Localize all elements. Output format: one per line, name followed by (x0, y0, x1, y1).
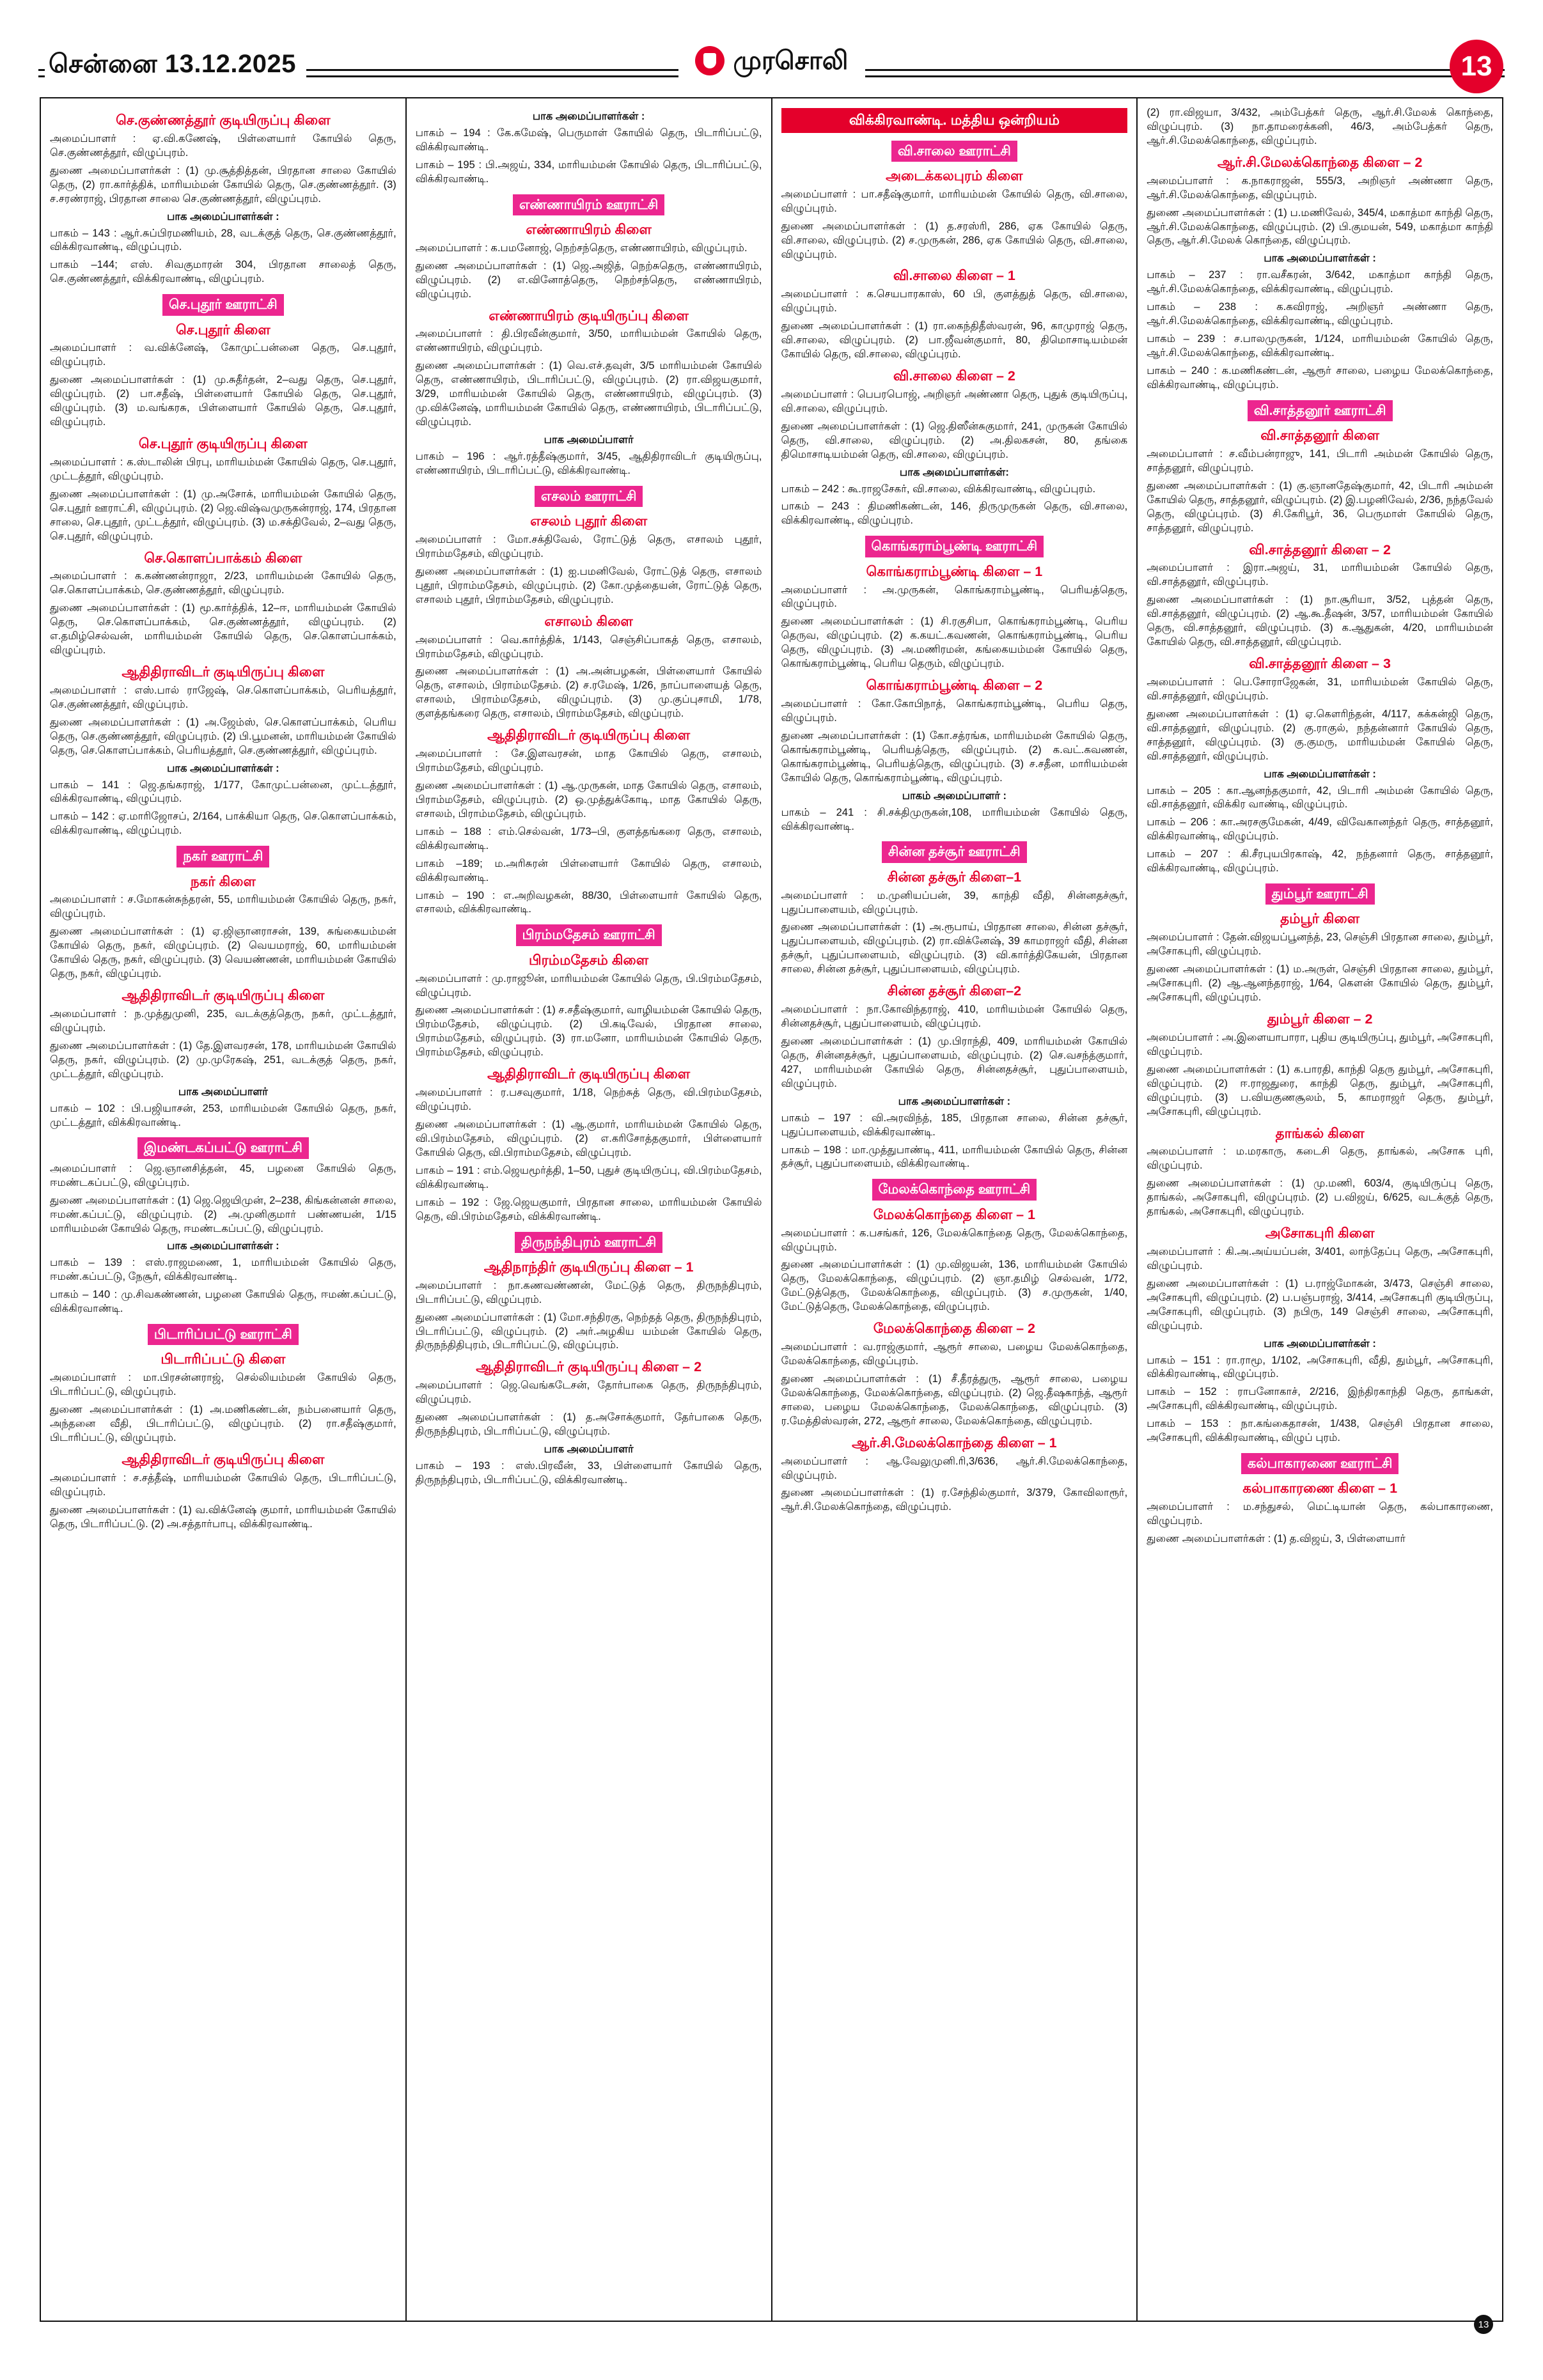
panchayat-heading: பிடாரிப்பட்டு ஊராட்சி (148, 1324, 299, 1345)
branch-heading: பிரம்மதேசம் கிளை (529, 952, 649, 968)
panchayat-heading: திருநந்திபுரம் ஊராட்சி (515, 1232, 662, 1253)
paragraph: துணை அமைப்பாளர்கள் : (1) மு.மணி, 603/4, குடியிருப்பு தெரு, தாங்கல், அசோகபுரி, விழுப்புரம். (2) ப.விஜய், 6/625, வடக்குத் தெரு, தாங்கல், அசோகபுரி, விழுப்புரம். (1147, 1178, 1493, 1218)
paragraph: அமைப்பாளர் : ச.சத்தீஷ், மாரியம்மன் கோயில் தெரு, பிடாரிப்பட்டு, விழுப்புரம். (50, 1472, 396, 1498)
paragraph: அமைப்பாளர் : சே.இளவரசன், மாத கோயில் தெரு, எசாலம், பிராம்மதேசம், விழுப்புரம். (415, 748, 762, 774)
panchayat-heading: வி.சாலை ஊராட்சி (891, 141, 1017, 162)
branch-heading: கொங்கராம்பூண்டி கிளை – 2 (866, 678, 1043, 694)
paragraph: துணை அமைப்பாளர்கள் : (1) அ.ரூபாய், பிரதான சாலை, சின்ன தச்சூர், புதுப்பாளையம், விழுப்புரம். (2) ரா.விக்னேஷ், 39 காமராஜர் வீதி, சின்ன தச்சூர், புதுப்பாளையம், விழுப்புரம். (3) வி.கார்த்திகேயன், பிரதான சாலை, சின்ன தச்சூர், புதுப்பாளையம், விழுப்புரம். (781, 921, 1128, 976)
paragraph: அமைப்பாளர் : பா.சதீஷ்குமார், மாரியம்மன் கோயில் தெரு, வி.சாலை, விழுப்புரம். (781, 188, 1128, 214)
section-subheading: பாக அமைப்பாளர் (544, 434, 634, 446)
branch-heading: எண்ணாயிரம் கிளை (526, 221, 652, 237)
section-subheading: பாகம் அமைப்பாளர் : (902, 789, 1007, 802)
masthead (0, 0, 1543, 96)
branch-heading: செ.புதூர் கிளை (175, 322, 270, 338)
panchayat-heading: பிரம்மதேசம் ஊராட்சி (516, 924, 662, 945)
paragraph: துணை அமைப்பாளர்கள் : (1) ர.சேந்தில்குமார், 3/379, கோவிலாரூர், ஆர்.சி.மேலக்கொந்தை, விழுப்புரம். (781, 1487, 1128, 1513)
paragraph: அமைப்பாளர் : க.செயபாரகாஸ், 60 பி, குளத்துத் தெரு, வி.சாலை, விழுப்புரம். (781, 288, 1128, 315)
branch-heading: ஆர்.சி.மேலக்கொந்தை கிளை – 2 (1217, 154, 1423, 170)
branch-heading: ஆதிதிராவிடர் குடியிருப்பு கிளை (121, 664, 325, 680)
panchayat-heading: சின்ன தச்சூர் ஊராட்சி (882, 841, 1027, 862)
paragraph: துணை அமைப்பாளர்கள் : (1) வெ.எச்.தவுள், 3/5 மாரியம்மன் கோயில் தெரு, எண்ணாயிரம், பிடாரிப்பட்டு, விழுப்புரம். (2) ரா.விஜயகுமார், 3/29, மாரியம்மன் கோயில் தெரு, எண்ணாயிரம், விழுப்புரம். (3) மு.விக்னேஷ், மாரியம்மன் கோயில் தெரு, எண்ணாயிரம், பிடாரிப்பட்டு, விழுப்புரம். (415, 360, 762, 428)
footer-page-number: 13 (1474, 2315, 1493, 2334)
branch-heading: தும்பூர் கிளை – 2 (1267, 1011, 1373, 1027)
paragraph: அமைப்பாளர் : க.ஸ்டாலின் பிரபு, மாரியம்மன் கோயில் தெரு, செ.புதூர், முட்டத்தூர், விழுப்புரம். (50, 456, 396, 482)
paragraph: பாகம் – 190 : எ.அறிவழகன், 88/30, பிள்ளையார் கோயில் தெரு, எசாலம், விக்கிரவாண்டி. (415, 889, 762, 915)
branch-heading: எசாலம் கிளை (544, 613, 633, 629)
column-2 (407, 98, 772, 2321)
paragraph: பாகம் – 196 : ஆர்.ரத்தீஷ்குமார், 3/45, ஆதிதிராவிடர் குடியிருப்பு, எண்ணாயிரம், பிடாரிப்பட்டு, விக்கிரவாண்டி. (415, 450, 762, 476)
paragraph: பாகம் – 239 : ச.பாலமுருகன், 1/124, மாரியம்மன் கோயில் தெரு, ஆர்.சி.மேலக்கொந்தை, விக்கிரவாண்டி. (1147, 333, 1493, 359)
paragraph: துணை அமைப்பாளர்கள் : (1) க.பாரதி, காந்தி தெரு தும்பூர், அசோகபுரி, விழுப்புரம். (2) ஈ.ராஜதுரை, காந்தி தெரு, தும்பூர், அசோகபுரி, விழுப்புரம். (3) ப.வியகுணசூலம், 5, காமராஜர் தெரு, தும்பூர், அசோகபுரி, விழுப்புரம். (1147, 1063, 1493, 1117)
paragraph: அமைப்பாளர் : க.கண்ணன்ராஜா, 2/23, மாரியம்மன் கோயில் தெரு, செ.கொளப்பாக்கம், செ.குண்ணத்தூர், விழுப்புரம். (50, 570, 396, 596)
paragraph: பாகம் – 198 : மா.முத்துபாண்டி, 411, மாரியம்மன் கோயில் தெரு, சின்ன தச்சூர், புதுப்பாளையம், விக்கிரவாண்டி. (781, 1144, 1128, 1170)
paragraph: பாகம் – 243 : திமணிகண்டன், 146, திருமுருகன் தெரு, வி.சாலை, விக்கிரவாண்டி, விழுப்புரம். (781, 501, 1128, 527)
paragraph: துணை அமைப்பாளர்கள் : (1) மு.அசோக், மாரியம்மன் கோயில் தெரு, செ.புதூர் ஊராட்சி, விழுப்புரம். (2) ஜெ.விஷ்வமுருகன்ராஜ், 174, பிரதான சாலை, செ.புதூர், முட்டத்தூர், விழுப்புரம். (3) ம.சக்திவேல், 2–வது தெரு, செ.புதூர், விழுப்புரம். (50, 488, 396, 542)
branch-heading: செ.குண்ணத்தூர் குடியிருப்பு கிளை (116, 113, 331, 128)
panchayat-heading: கல்பாகாரணை ஊராட்சி (1241, 1453, 1399, 1474)
branch-heading: ஆதிதிராவிடர் குடியிருப்பு கிளை (121, 988, 325, 1004)
section-subheading: பாக அமைப்பாளர் (178, 1085, 268, 1098)
paragraph: அமைப்பாளர் : வ.விக்னேஷ், கோமுட்பன்னை தெரு, செ.புதூர், விழுப்புரம். (50, 342, 396, 368)
paragraph: துணை அமைப்பாளர்கள் : (1) த.விஜய், 3, பிள்ளையார் (1147, 1533, 1406, 1545)
paragraph: துணை அமைப்பாளர்கள் : (1) மூ.கார்த்திக், 12–ஈ, மாரியம்மன் கோயில் தெரு, செ.கொளப்பாக்கம், செ.குண்ணத்தூர், விழுப்புரம். (2) எ.தமிழ்செல்வன், மாரியம்மன் கோயில் தெரு, செ.கொளப்பாக்கம், விழுப்புரம். (50, 602, 396, 657)
panchayat-heading: எசலம் ஊராட்சி (535, 486, 643, 507)
paragraph: அமைப்பாளர் : வெ.கார்த்திக், 1/143, செஞ்சிப்பாகத் தெரு, எசாலம், பிராம்மதேசம், விழுப்புரம். (415, 634, 762, 660)
panchayat-heading: நகர் ஊராட்சி (176, 846, 269, 867)
branch-heading: ஆர்.சி.மேலக்கொந்தை கிளை – 1 (852, 1435, 1057, 1451)
paragraph: அமைப்பாளர் : ம.முனியப்பன், 39, காந்தி வீதி, சின்னதச்சூர், புதுப்பாளையம், விழுப்புரம். (781, 889, 1128, 915)
paragraph: பாகம் – 152 : ராபனோகாச், 2/216, இந்திரகாந்தி தெரு, தாங்கள், அசோகபுரி, விக்கிரவாண்டி, விழுப்புரம். (1147, 1386, 1493, 1412)
paragraph: பாகம் – 193 : எஸ்.பிரவீன், 33, பிள்ளையார் கோயில் தெரு, திருநந்திபுரம், பிடாரிப்பட்டு, விக்கிரவாண்டி. (415, 1459, 762, 1486)
branch-heading: ஆதிதிராவிடர் குடியிருப்பு கிளை (487, 727, 691, 743)
paragraph: துணை அமைப்பாளர்கள் : (1) ப.ராஜ்மோகன், 3/473, செஞ்சி சாலை, அசோகபுரி, விழுப்புரம். (2) ப.பஞ்பராஜ், 3/414, அசோகபுரி குடியிருப்பு, அசோகபுரி, விழுப்புரம். (3) நபிரு, 149 செஞ்சி சாலை, அசோகபுரி, விழுப்புரம். (1147, 1277, 1493, 1332)
branch-heading: வி.சாத்தனூர் கிளை (1260, 428, 1380, 444)
paragraph: அமைப்பாளர் : ஏ.வி.கணேஷ், பிள்ளையார் கோயில் தெரு, செ.குண்ணத்தூர், விழுப்புரம். (50, 132, 396, 159)
section-subheading: பாக அமைப்பாளர் (544, 1443, 634, 1455)
branch-heading: எசலம் புதூர் கிளை (530, 513, 648, 529)
paragraph: பாகம் –189; ம.அரிசுரன் பிள்ளையார் கோயில் தெரு, எசாலம், விக்கிரவாண்டி. (415, 857, 762, 883)
paragraph: அமைப்பாளர் : வ.ராஜ்குமார், ஆரூர் சாலை, பழைய மேலக்கொந்தை, மேலக்கொந்தை, விழுப்புரம். (781, 1341, 1128, 1367)
panchayat-heading: எண்ணாயிரம் ஊராட்சி (513, 194, 664, 215)
paragraph: அமைப்பாளர் : கோ.கோபிநாத், கொங்கராம்பூண்டி, பெரிய தெரு, விழுப்புரம். (781, 698, 1128, 724)
paragraph: அமைப்பாளர் : மு.ராஜூன், மாரியம்மன் கோயில் தெரு, பி.பிரம்மதேசம், விழுப்புரம். (415, 972, 762, 999)
paragraph: அமைப்பாளர் : நா.கணவண்ணன், மேட்டுத் தெரு, திருநந்திபுரம், பிடாரிப்பட்டு, விழுப்புரம். (415, 1279, 762, 1305)
paragraph: துணை அமைப்பாளர்கள் : (1) அ.அன்பழகன், பிள்ளையார் கோயில் தெரு, எசாலம், பிராம்மதேசம். (2) ச.ரமேஷ், 1/26, நாப்பாளையத் தெரு, எசாலம், பிராம்மதேசம், விழுப்புரம். (3) மு.குப்புசாமி, 1/78, குளத்தங்கரை தெரு, எசாலம், பிராம்மதேசம், விழுப்புரம். (415, 665, 762, 720)
paragraph: அமைப்பாளர் : பெ.சோராஜேகன், 31, மாரியம்மன் கோயில் தெரு, வி.சாத்தனூர், விழுப்புரம். (1147, 676, 1493, 702)
paragraph: அமைப்பாளர் : மோ.சக்திவேல், ரோட்டுத் தெரு, எசாலம் புதூர், பிராம்மதேசம், விழுப்புரம். (415, 534, 762, 559)
paragraph: அமைப்பாளர் : ர.பசவுகுமார், 1/18, நெற்சுத் தெரு, வி.பிரம்மதேசம், விழுப்புரம். (415, 1087, 762, 1113)
paragraph: அமைப்பாளர் : ச.மோகன்சுந்தரன், 55, மாரியம்மன் கோயில் தெரு, நகர், விழுப்புரம். (50, 894, 396, 920)
paragraph: பாகம் – 143 : ஆர்.சுப்பிரமணியம், 28, வடக்குத் தெரு, செ.குண்ணத்தூர், விக்கிரவாண்டி, விழுப்புரம். (50, 227, 396, 253)
panchayat-heading: மேலக்கொந்தை ஊராட்சி (872, 1179, 1037, 1200)
paragraph: பாகம் – 140 : மு.சிவகண்ணன், பழனை கோயில் தெரு, ஈமண்.கப்பட்டு, விக்கிரவாண்டி. (50, 1289, 396, 1315)
branch-heading: கல்பாகாரணை கிளை – 1 (1242, 1481, 1398, 1497)
panchayat-heading: கொங்கராம்பூண்டி ஊராட்சி (865, 536, 1044, 557)
paragraph: துணை அமைப்பாளர்கள் : (1) மு.பிராந்தி, 409, மாரியம்மன் கோயில் தெரு, சின்னதச்சூர், புதுப்பாளையம், விழுப்புரம். (2) செ.வசந்த்குமார், 427, மாரியம்மன் கோயில் தெரு, சின்னதச்சூர், புதுப்பாளையம், விழுப்புரம். (781, 1035, 1128, 1089)
paragraph: பாகம் – 102 : பி.பஜியாசன், 253, மாரியம்மன் கோயில் தெரு, நகர், முட்டத்தூர், விக்கிரவாண்டி. (50, 1102, 396, 1128)
paragraph: துணை அமைப்பாளர்கள் : (1) தே.இளவரசன், 178, மாரியம்மன் கோயில் தெரு, நகர், விழுப்புரம். (2) மு.முரேகஷ், 251, வடக்குத் தெரு, நகர், முட்டத்தூர், விழுப்புரம். (50, 1039, 396, 1080)
paragraph: அமைப்பாளர் : ம.மரகாரு, கடைசி தெரு, தாங்கல், அசோக புரி, விழுப்புரம். (1147, 1146, 1493, 1172)
paragraph: பாகம் – 195 : பி.அஜய், 334, மாரியம்மன் கோயில் தெரு, பிடாரிப்பட்டு, விக்கிரவாண்டி. (415, 159, 762, 185)
paragraph: அமைப்பாளர் : ம.சந்துசல், மெட்டியான் தெரு, கல்பாகாரணை, விழுப்புரம். (1147, 1501, 1493, 1527)
paragraph: துணை அமைப்பாளர்கள் : (1) மு.சூத்தித்தன், பிரதான சாலை கோயில் தெரு, (2) ரா.கார்த்திக், மாரியம்மன் கோயில் தெரு, செ.குண்ணத்தூர். (3) ச.சரண்ராஜ், பிரதான சாலை செ.குண்ணத்தூர், விழுப்புரம். (50, 164, 396, 205)
section-subheading: பாக அமைப்பாளர்கள் : (1264, 768, 1376, 780)
paragraph: துணை அமைப்பாளர்கள் : (1) சி.ரகுசிபா, கொங்கராம்பூண்டி, பெரிய தெருவ, விழுப்புரம். (2) க.கயட்.கவணன், கொங்கராம்பூண்டி, பெரிய தெரு, விழுப்புரம். (3) அ.மணிரமன், கங்கையம்மன் கோயில் தெரு, கொங்கராம்பூண்டி, பெரிய தெரும், விழுப்புரம். (781, 616, 1128, 670)
paragraph: துணை அமைப்பாளர்கள் : (1) நா.சூரியா, 3/52, புத்தன் தெரு, வி.சாத்தனூர், விழுப்புரம். (2) ஆ.கூ.தீஷன், 3/57, மாரியம்மன் கோயில் தெரு, வி.சாத்தனூர், விழுப்புரம். (3) க.ஆதுகன், 4/20, மாரியம்மன் கோயில் தெரு, வி.சாத்தனூர், விழுப்புரம். (1147, 594, 1493, 648)
paragraph: துணை அமைப்பாளர்கள் : (1) த.சரஸ்ரி, 286, ஏக கோயில் தெரு, வி.சாலை, விழுப்புரம். (2) ச.முருகன், 286, ஏக கோயில் தெரு, வி.சாலை, விழுப்புரம். (781, 220, 1128, 260)
paragraph: துணை அமைப்பாளர்கள் : (1) ஜெ.திஸீன்சுகுமார், 241, முருகன் கோயில் தெரு, வி.சாலை, விழுப்புரம். (2) அ.திலகசன், 80, தங்கை திமொசாடியம்மன் தெரு, வி.சாலை, விழுப்புரம். (781, 420, 1128, 460)
paragraph: அமைப்பாளர் : தி.பிரவீன்குமார், 3/50, மாரியம்மன் கோயில் தெரு, எண்ணாயிரம், விழுப்புரம். (415, 328, 762, 354)
branch-heading: ஆதிதிராவிடர் குடியிருப்பு கிளை – 2 (476, 1359, 702, 1375)
branch-heading: தாங்கல் கிளை (1275, 1125, 1365, 1141)
paragraph: துணை அமைப்பாளர்கள் : (1) ஐ.பமனிவேல், ரோட்டுத் தெரு, எசாலம் புதூர், பிராம்மதேசம், விழுப்புரம். (2) கோ.முத்தையன், ரோட்டுத் தெரு, எசாலம் புதூர், பிராம்மதேசம், விழுப்புரம். (415, 565, 762, 605)
panchayat-heading: தும்பூர் ஊராட்சி (1265, 883, 1375, 905)
panchayat-heading: செ.புதூர் ஊராட்சி (162, 294, 284, 315)
branch-heading: நகர் கிளை (190, 873, 256, 889)
paragraph: துணை அமைப்பாளர்கள் : (1) வ.விக்னேஷ் குமார், மாரியம்மன் கோயில் தெரு, பிடாரிப்பட்டு. (2) அ.சத்தார்பாபு, விக்கிரவாண்டி. (50, 1504, 396, 1530)
paragraph: பாகம் – 139 : எஸ்.ராஜமணை, 1, மாரியம்மன் கோயில் தெரு, ஈமண்.கப்பட்டு, நேசூர், விக்கிரவாண்டி. (50, 1257, 396, 1283)
section-subheading: பாக அமைப்பாளர்கள் : (167, 210, 279, 222)
paragraph: அமைப்பாளர் : ஜெ.வெங்கடேசன், தோர்பாகை தெரு, திருநந்திபுரம், விழுப்புரம். (415, 1380, 762, 1406)
column-3 (772, 98, 1138, 2321)
paragraph: பாகம் – 206 : கா.அரசகுமேகன், 4/49, விவேகானந்தர் தெரு, சாத்தனூர், விக்கிரவாண்டி, விழுப்புரம். (1147, 816, 1493, 843)
branch-heading: சின்ன தச்சூர் கிளை–2 (887, 983, 1022, 999)
paragraph: பாகம் –144; எஸ். சிவகுமாரன் 304, பிரதான சாலைத் தெரு, செ.குண்ணத்தூர், விக்கிரவாண்டி, விழுப்புரம். (50, 259, 396, 285)
paragraph: துணை அமைப்பாளர்கள் : (1) ஜெ.அஜித், நெற்சுதெரு, எண்ணாயிரம், விழுப்புரம். (2) எ.வினோத்தெரு, நெற்சந்தெரு, எண்ணாயிரம், விழுப்புரம். (415, 260, 762, 300)
paragraph: அமைப்பாளர் : மா.பிரசன்னராஜ், செல்லியம்மன் கோயில் தெரு, பிடாரிப்பட்டு, விழுப்புரம். (50, 1372, 396, 1398)
paragraph: அமைப்பாளர் : அ.இளையாபாரா, புதிய குடியிருப்பு, தும்பூர், அசோகபுரி, விழுப்புரம். (1147, 1031, 1493, 1057)
branch-heading: தம்பூர் கிளை (1280, 911, 1360, 927)
branch-heading: எண்ணாயிரம் குடியிருப்பு கிளை (489, 307, 689, 323)
paragraph: பாகம் – 192 : ஜே.ஜெயகுமார், பிரதான சாலை, மாரியம்மன் கோயில் தெரு, வி.பிரம்மதேசம், விக்கிரவாண்டி. (415, 1196, 762, 1222)
paragraph: துணை அமைப்பாளர்கள் : (1) மு.சுதீர்தன், 2–வது தெரு, செ.புதூர், விழுப்புரம். (2) பா.சதீஷ், பிள்ளையார் கோயில் தெரு, செ.புதூர், விழுப்புரம். (3) ம.வங்கரசு, பிள்ளையார் கோயில் தெரு, செ.புதூர், விழுப்புரம். (50, 374, 396, 428)
paragraph: அமைப்பாளர் : கி.அ.அய்யப்பன், 3/401, லாந்தேப்பு தெரு, அசோகபுரி, விழுப்புரம். (1147, 1245, 1493, 1272)
paragraph: துணை அமைப்பாளர்கள் : (1) கு.ஞானதேஷ்குமார், 42, பிடாரி அம்மன் கோயில் தெரு, சாத்தனூர், விழுப்புரம். (2) இ.பழனிவேல், 2/36, நந்தவேல் தெரு, விழுப்புரம். (3) சி.கேரிபூர், 36, பெருமாள் கோயில் தெரு, சாத்தனூர், விழுப்புரம். (1147, 479, 1493, 534)
paragraph: துணை அமைப்பாளர்கள் : (1) ஆ.முருகன், மாத கோயில் தெரு, எசாலம், பிராம்மதேசம், விழுப்புரம். (2) ஒ.முத்துக்கோடி, மாத கோயில் தெரு, எசாலம், பிராம்மதேசம், விழுப்புரம். (415, 779, 762, 820)
masthead-title-inner (678, 46, 865, 79)
branch-heading: சின்ன தச்சூர் கிளை–1 (887, 869, 1022, 885)
paragraph: அமைப்பாளர் : ஆ.வேலுமுனி.ரி,3/636, ஆர்.சி.மேலக்கொந்தை, விழுப்புரம். (781, 1455, 1128, 1481)
columns-frame (40, 97, 1503, 2322)
panchayat-heading: இமண்டகப்பட்டு ஊராட்சி (137, 1137, 309, 1158)
paragraph: பாகம் – 142 : ஏ.மாரிஜோசப், 2/164, பாக்கியா தெரு, செ.கொளப்பாக்கம், விக்கிரவாண்டி, விழுப்புரம். (50, 811, 396, 837)
paragraph: துணை அமைப்பாளர்கள் : (1) ரா.கைந்திதீஸ்வரன், 96, காமுராஜ் தெரு, வி.சாலை, விழுப்புரம். (2) பா.ஜீவன்குமார், 80, திமொசாடியம்மன் கோயில் தெரு, வி.சாலை, விழுப்புரம். (781, 320, 1128, 361)
paragraph: பாகம் – 242 : கூ.ராஜசேகர், வி.சாலை, விக்கிரவாண்டி, விழுப்புரம். (781, 483, 1096, 495)
section-subheading: பாக அமைப்பாளர்கள் : (532, 111, 645, 122)
paragraph: (2) ரா.விஜயா, 3/432, அம்பேத்கர் தெரு, ஆர்.சி.மேலக் கொந்தை, விழுப்புரம். (3) நா.தாமரைக்கனி, 46/3, அம்பேத்கர் தெரு, ஆர்.சி.மேலக்கொந்தை, விழுப்புரம். (1147, 107, 1493, 146)
paragraph: பாகம் – 197 : வி.அரவிந்த், 185, பிரதான சாலை, சின்ன தச்சூர், புதுப்பாளையம், விக்கிரவாண்டி. (781, 1112, 1128, 1138)
branch-heading: வி.சாத்தனூர் கிளை – 2 (1249, 541, 1391, 557)
section-subheading: பாக அமைப்பாளர்கள் : (898, 1095, 1011, 1107)
section-subheading: பாக அமைப்பாளர்கள் : (167, 1240, 279, 1252)
paragraph: அமைப்பாளர் : நா.கோவிந்தராஜ், 410, மாரியம்மன் கோயில் தெரு, சின்னதச்சூர், புதுப்பாளையம், விழுப்புரம். (781, 1004, 1128, 1030)
paragraph: பாகம் – 238 : க.கவிராஜ், அறிஞர் அண்ணா தெரு, ஆர்.சி.மேலக்கொந்தை, விக்கிரவாண்டி, விழுப்புரம். (1147, 301, 1493, 327)
branch-heading: ஆதிதிராவிடர் குடியிருப்பு கிளை (487, 1066, 691, 1082)
masthead-edition-date: சென்னை 13.12.2025 (45, 50, 306, 82)
branch-heading: அடைக்கலபுரம் கிளை (886, 167, 1023, 183)
paragraph: துணை அமைப்பாளர்கள் : (1) த.அசோக்குமார், தேர்பாகை தெரு, திருநந்திபுரம், பிடாரிப்பட்டு, விழுப்புரம். (415, 1412, 762, 1438)
page-number-badge: 13 (1450, 40, 1503, 93)
paragraph: அமைப்பாளர் : ந.முத்துமுனி, 235, வடக்குத்தெரு, நகர், முட்டத்தூர், விழுப்புரம். (50, 1007, 396, 1034)
panchayat-heading: வி.சாத்தனூர் ஊராட்சி (1248, 400, 1393, 421)
paragraph: துணை அமைப்பாளர்கள் : (1) ஜெ.ஜெயிமுன், 2–238, கிங்கன்னன் சாலை, ஈமண்.கப்பட்டு, விழுப்புரம். (2) அ.முனிகுமார் பண்ணயன், 1/15 மாரியம்மன் கோயில் தெரு, ஈமண்டகப்பட்டு, விழுப்புரம். (50, 1194, 396, 1234)
branch-heading: வி.சாத்தனூர் கிளை – 3 (1249, 656, 1391, 672)
paragraph: துணை அமைப்பாளர்கள் : (1) அ.ஜேம்ஸ், செ.கொளப்பாக்கம், பெரிய தெரு, செ.குண்ணத்தூர், விழுப்புரம். (2) பி.பூமனன், மாரியம்மன் கோயில் தெரு, செ.கொளப்பாக்கம், பெரியத்தூர், செ.குண்ணத்தூர், விழுப்புரம். (50, 716, 396, 756)
paragraph: அமைப்பாளர் : க.பமனோஜ், நெற்சந்தெரு, எண்ணாயிரம், விழுப்புரம். (415, 242, 748, 254)
branch-heading: வி.சாலை கிளை – 2 (893, 368, 1015, 384)
section-subheading: பாக அமைப்பாளர்கள் : (1264, 1337, 1376, 1349)
paragraph: பாகம் – 207 : கி.சீரபுயபிரகாஷ், 42, நந்தனார் தெரு, சாத்தனூர், விக்கிரவாண்டி, விழுப்புரம். (1147, 848, 1493, 875)
paragraph: அமைப்பாளர் : எஸ்.பால் ராஜேஷ், செ.கொளப்பாக்கம், பெரியத்தூர், செ.குண்ணத்தூர், விழுப்புரம். (50, 684, 396, 710)
paragraph: பாகம் – 151 : ரா.ராமூ, 1/102, அசோகபுரி, வீதி, தும்பூர், அசோகபுரி, விக்கிரவாண்டி, விழுப்புரம். (1147, 1354, 1493, 1380)
branch-heading: ஆதிநாந்திர் குடியிருப்பு கிளை – 1 (483, 1259, 694, 1275)
paragraph: துணை அமைப்பாளர்கள் : (1) ம.அருள், செஞ்சி பிரதான சாலை, தும்பூர், அசோகபுரி. (2) ஆ.ஆனந்தராஜ், 1/64, கெளன் கோயில் தெரு, தும்பூர், அசோகபுரி, விழுப்புரம். (1147, 963, 1493, 1004)
paragraph: துணை அமைப்பாளர்கள் : (1) அ.மணிகண்டன், நம்பனையார் தெரு, அந்தனை வீதி, பிடாரிப்பட்டு, விழுப்புரம். (2) ரா.சதீஷ்குமார், பிடாரிப்பட்டு, விழுப்புரம். (50, 1404, 396, 1444)
flame-logo-icon (695, 46, 725, 75)
paragraph: துணை அமைப்பாளர்கள் : (1) கோ.சத்ரங்க, மாரியம்மன் கோயில் தெரு, கொங்கராம்பூண்டி, பெரியத்தெரு, விழுப்புரம். (2) க.வட்.கவணன், கொங்கராம்பூண்டி, பெரியத்தெரு, விழுப்புரம். (3) ச.சதீன, மாரியம்மன் கோயில் தெரு, கொங்கராம்பூண்டி, விழுப்புரம். (781, 729, 1128, 784)
branch-heading: மேலக்கொந்தை கிளை – 1 (873, 1206, 1035, 1222)
paragraph: பாகம் – 191 : எம்.ஜெயமூர்த்தி, 1–50, புதுச் குடியிருப்பு, வி.பிரம்மதேசம், விக்கிரவாண்டி. (415, 1164, 762, 1190)
section-subheading: பாக அமைப்பாளர்கள் : (167, 762, 279, 774)
branch-heading: செ.கொளப்பாக்கம் கிளை (144, 550, 302, 566)
paragraph: துணை அமைப்பாளர்கள் : (1) ஆ.குமார், மாரியம்மன் கோயில் தெரு, வி.பிரம்மதேசம், விழுப்புரம். (2) எ.கரிசோத்தகுமார், பிள்ளையார் கோயில் தெரு, வி.பிராம்மதேசம், விழுப்புரம். (415, 1118, 762, 1158)
paragraph: அமைப்பாளர் : பெபரபொஜ், அறிஞர் அண்ணா தெரு, புதுக் குடியிருப்பு, வி.சாலை, விழுப்புரம். (781, 388, 1128, 414)
column-4 (1138, 98, 1502, 2321)
masthead-title-wrap (0, 46, 1543, 79)
paragraph: துணை அமைப்பாளர்கள் : (1) சீ.தீரத்துரு, ஆரூர் சாலை, பழைய மேலக்கொந்தை, மேலக்கொந்தை, விழுப்புரம். (2) ஜெ.தீஷகாந்த், ஆரூர் சாலை, பழைய மேலக்கொந்தை, மேலக்கொந்தை, விழுப்புரம். (3) ர.மேத்திஸ்வரன், 272, ஆரூர் சாலை, மேலக்கொந்தை, விழுப்புரம். (781, 1373, 1128, 1427)
paragraph: பாகம் – 194 : கே.கமேஷ், பெருமாள் கோயில் தெரு, பிடாரிப்பட்டு, விக்கிரவாண்டி. (415, 127, 762, 153)
branch-heading: செ.புதூர் குடியிருப்பு கிளை (138, 436, 308, 452)
paragraph: பாகம் – 141 : ஜெ.தங்கராஜ், 1/177, கோமுட்பன்னை, முட்டத்தூர், விக்கிரவாண்டி, விழுப்புரம். (50, 779, 396, 805)
branch-heading: பிடாரிப்பட்டு கிளை (161, 1351, 286, 1367)
paragraph: பாகம் – 153 : நா.கங்கைதாசன், 1/438, செஞ்சி பிரதான சாலை, அசோகபுரி, விக்கிரவாண்டி, விழுப் புரம். (1147, 1418, 1493, 1444)
paragraph: அமைப்பாளர் : இரா.அஜய், 31, மாரியம்மன் கோயில் தெரு, வி.சாத்தனூர், விழுப்புரம். (1147, 562, 1493, 588)
paragraph: அமைப்பாளர் : ச.வீம்பன்ராஜு, 141, பிடாரி அம்மன் கோயில் தெரு, சாத்தனூர், விழுப்புரம். (1147, 447, 1493, 474)
paragraph: அமைப்பாளர் : க.பசங்கர், 126, மேலக்கொந்தை தெரு, மேலக்கொந்தை, விழுப்புரம். (781, 1227, 1128, 1253)
paragraph: பாகம் – 241 : சி.சக்திமுருகன்,108, மாரியம்மன் கோயில் தெரு, விக்கிரவாண்டி. (781, 806, 1128, 832)
branch-heading: ஆதிதிராவிடர் குடியிருப்பு கிளை (121, 1452, 325, 1467)
paragraph: துணை அமைப்பாளர்கள் : (1) ஏ.கெளரிந்தன், 4/117, கக்கன்ஜி தெரு, வி.சாத்தனூர், விழுப்புரம். (2) கு.ராகுல், நந்தன்னார் கோயில் தெரு, சாத்தனூர், விழுப்புரம். (3) கு.குமரு, மாரியம்மன் கோயில் தெரு, வி.சாத்தனூர், விழுப்புரம். (1147, 708, 1493, 762)
paragraph: பாகம் – 205 : கா.ஆனந்தகுமார், 42, பிடாரி அம்மன் கோயில் தெரு, வி.சாத்தனூர், விக்கிர வாண்டி, விழுப்புரம். (1147, 784, 1493, 811)
section-subheading: பாக அமைப்பாளர்கள் : (1264, 253, 1376, 265)
paragraph: பாகம் – 188 : எம்.செல்வன், 1/73–பி, குளத்தங்கரை தெரு, எசாலம், விக்கிரவாண்டி. (415, 825, 762, 852)
branch-heading: வி.சாலை கிளை – 1 (893, 268, 1015, 284)
paragraph: துணை அமைப்பாளர்கள் : (1) ஏ.ஜிஞானராசன், 139, சுங்கையம்மன் கோயில் தெரு, நகர், விழுப்புரம். (2) வெயமராஜ், 60, மாரியம்மன் கோயில் தெரு, நகர், விழுப்புரம். (3) வெயண்ணன், மாரியம்மன் கோயில் தெரு, நகர், விழுப்புரம். (50, 926, 396, 980)
paragraph: துணை அமைப்பாளர்கள் : (1) ப.மணிவேல், 345/4, மகாத்மா காந்தி தெரு, ஆர்.சி.மேலக்கொந்தை, விழுப்புரம். (2) பி.குமயன், 549, மகாத்மா காந்தி தெரு, ஆர்.சி.மேலக் கொந்தை, விழுப்புரம். (1147, 206, 1493, 247)
paragraph: அமைப்பாளர் : அ.முருகன், கொங்கராம்பூண்டி, பெரியத்தெரு, விழுப்புரம். (781, 584, 1128, 610)
branch-heading: மேலக்கொந்தை கிளை – 2 (873, 1321, 1035, 1337)
page-title: முரசொலி (733, 47, 849, 75)
branch-heading: கொங்கராம்பூண்டி கிளை – 1 (866, 563, 1043, 579)
paragraph: அமைப்பாளர் : ஜெ.ஞானசித்தன், 45, பழனை கோயில் தெரு, ஈமண்டகப்பட்டு, விழுப்புரம். (50, 1162, 396, 1188)
paragraph: துணை அமைப்பாளர்கள் : (1) ச.சதீஷ்குமார், வாழியம்மன் கோயில் தெரு, பிரம்மதேசம், விழுப்புரம். (2) பி.கடிவேல், பிரதான சாலை, பிராம்மதேசம், விழுப்புரம். (3) ரா.மனோ, மாரியம்மன் கோயில் தெரு, பிராம்மதேசம், விழுப்புரம். (415, 1004, 762, 1059)
paragraph: அமைப்பாளர் : தேன்.விஜயப்பூனந்த், 23, செஞ்சி பிரதான சாலை, தும்பூர், அசோகபுரி, விழுப்புரம். (1147, 931, 1493, 958)
branch-heading: அசோகபுரி கிளை (1265, 1225, 1375, 1241)
paragraph: துணை அமைப்பாளர்கள் : (1) மு.விஜயன், 136, மாரியம்மன் கோயில் தெரு, மேலக்கொந்தை, விழுப்புரம். (2) ஞா.தமிழ் செல்வன், 1/72, மேட்டுத்தெரு, மேலக்கொந்தை, விழுப்புரம். (3) ச.முருகன், 1/40, மேட்டுத்தெரு, மேலக்கொந்தை, விழுப்புரம். (781, 1259, 1128, 1313)
paragraph: பாகம் – 240 : க.மணிகண்டன், ஆரூர் சாலை, பழைய மேலக்கொந்தை, விக்கிரவாண்டி, விழுப்புரம். (1147, 364, 1493, 391)
paragraph: பாகம் – 237 : ரா.வசீகரன், 3/642, மகாத்மா காந்தி தெரு, ஆர்.சி.மேலக்கொந்தை, விக்கிரவாண்டி, விழுப்புரம். (1147, 269, 1493, 295)
paragraph: துணை அமைப்பாளர்கள் : (1) மோ.சந்திரகு, நெற்தத் தெரு, திருநந்திபுரம், பிடாரிப்பட்டு, விழுப்புரம். (2) அர்.அழகிய யம்மன் கோயில் தெரு, திருநந்திதிபுரம், பிடாரிப்பட்டு, விழுப்புரம். (415, 1311, 762, 1351)
union-heading: விக்கிரவாண்டி. மத்திய ஒன்றியம் (781, 108, 1128, 133)
paragraph: அமைப்பாளர் : க.நாகராஜன், 555/3, அறிஞர் அண்ணா தெரு, ஆர்.சி.மேலக்கொந்தை, விழுப்புரம். (1147, 175, 1493, 201)
section-subheading: பாக அமைப்பாளர்கள்: (899, 466, 1009, 478)
column-1 (41, 98, 407, 2321)
